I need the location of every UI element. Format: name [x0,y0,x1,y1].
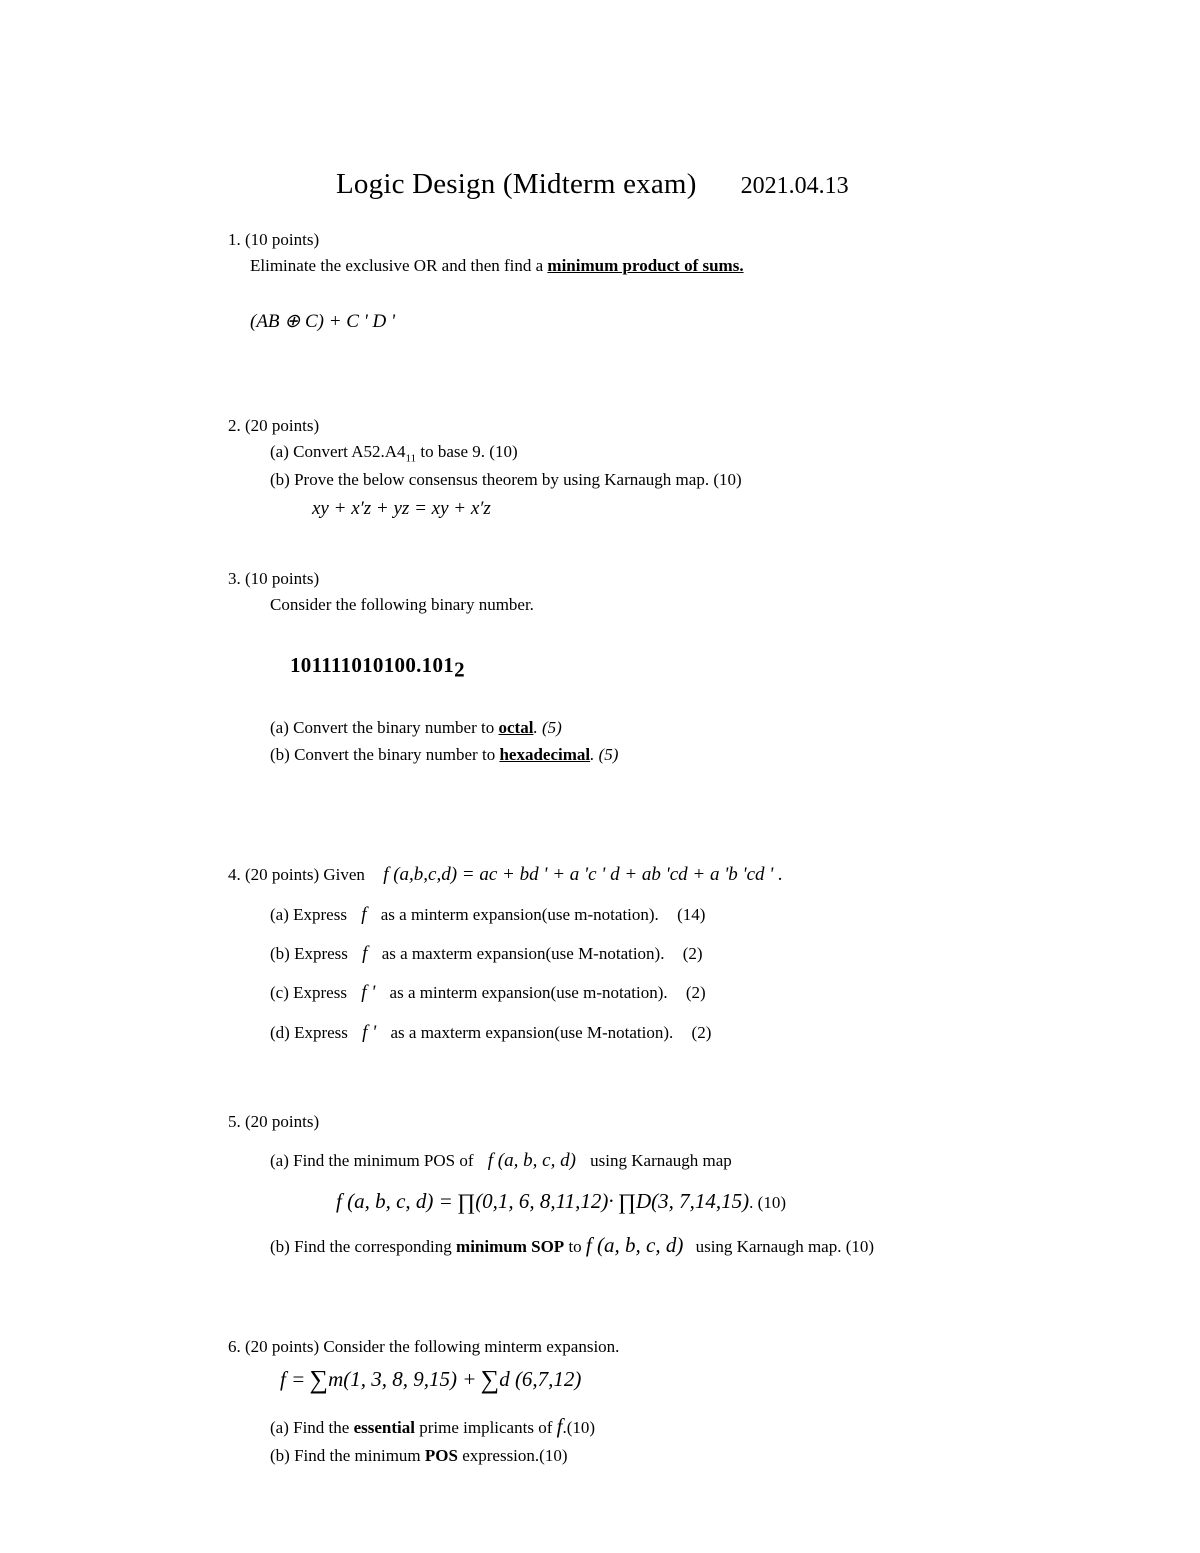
question-1-number: 1. (10 points) [228,230,320,249]
question-5-part-a [270,1146,1018,1175]
question-3-part-a-post: . (5) [533,718,562,738]
question-6-part-a-pre: (a) Find the [270,1418,354,1438]
question-5-part-b-mid: to [564,1237,586,1257]
question-6-expression-m: m(1, 3, 8, 9,15) + [328,1367,477,1392]
question-4-part-c [270,978,1018,1007]
question-2-part-a-subscript: 11 [405,452,417,465]
question-5-expression-rhs: (0,1, 6, 8,11,12)· [475,1189,614,1214]
question-6-expression [280,1360,1018,1400]
question-6-part-a-function: f [556,1414,563,1439]
exam-date: 2021.04.13 [740,173,849,199]
question-3-part-b [270,742,1018,768]
binary-base: 2 [454,656,465,681]
question-3-binary-number [290,649,1018,686]
question-4-part-c-points: (2) [685,983,706,1003]
question-3-prompt: Consider the following binary number. [270,595,534,615]
question-5-expression-lhs: f (a, b, c, d) = [336,1189,453,1214]
question-4-part-a-label: (a) Express [270,904,347,924]
question-6-part-a-mid: prime implicants of [414,1418,557,1438]
product-symbol-2: ∏ [617,1189,636,1215]
question-3-part-a-emphasis: octal [498,718,534,738]
question-6-expression-lhs: f = [280,1367,306,1392]
question-2-part-b: (b) Prove the below consensus theorem by using Karnaugh map. (10) [270,470,742,490]
question-6-part-a-post: .(10) [562,1418,596,1438]
question-1-prompt [250,253,1018,279]
question-3-part-b-emphasis: hexadecimal [499,744,591,764]
question-4 [228,860,1018,1047]
question-5-part-b-function: f (a, b, c, d) [585,1233,684,1258]
question-6-number: 6. (20 points) Consider the following minterm expansion. [228,1336,620,1356]
question-4-part-a [270,900,1018,929]
question-5-part-b-pre: (b) Find the corresponding [270,1237,457,1257]
question-5-part-a-pre: (a) Find the minimum POS of [270,1150,474,1170]
page-title: Logic Design (Midterm exam) [336,168,697,200]
question-5-part-a-function: f (a, b, c, d) [487,1149,576,1171]
question-4-part-b-label: (b) Express [270,944,348,963]
question-1-prompt-text: Eliminate the exclusive OR and then find a [250,256,548,276]
question-4-part-a-points: (14) [677,904,706,924]
question-5-expression-points: . (10) [749,1193,786,1213]
question-4-part-a-function: f [361,903,367,925]
question-3-part-b-pre: (b) Convert the binary number to [270,744,500,764]
question-4-part-a-text: as a minterm expansion(use m-notation). [380,904,659,924]
question-6-part-b-pre: (b) Find the minimum [270,1445,425,1465]
question-3-part-b-post: . (5) [590,744,619,764]
question-2-part-a-tail: to base 9. (10) [416,442,518,462]
question-1-expression: (AB ⊕ C) + C ' D ' [250,310,396,332]
product-symbol-1: ∏ [457,1189,476,1215]
summation-symbol-1: ∑ [309,1365,329,1395]
question-5-expression-rhs2: D(3, 7,14,15) [636,1189,750,1214]
question-5-part-a-post: using Karnaugh map [590,1150,732,1170]
question-6 [228,1334,1018,1470]
question-3-number: 3. (10 points) [228,568,320,588]
question-4-part-c-function: f ' [361,982,376,1004]
question-2-number: 2. (20 points) [228,415,320,435]
question-4-part-c-text: as a minterm expansion(use m-notation). [389,983,668,1003]
question-4-part-b [270,939,1018,968]
question-5-expression [336,1185,1018,1219]
question-4-part-d [270,1018,1018,1047]
question-4-part-d-points: (2) [691,1022,712,1042]
question-4-part-d-text: as a maxterm expansion(use M-notation). [390,1022,674,1042]
question-6-part-b-post: expression.(10) [457,1445,568,1465]
binary-value: 101111010100.101 [290,652,455,677]
question-4-part-b-points: (2) [682,944,703,963]
question-5-part-b-post: using Karnaugh map. (10) [695,1237,875,1257]
question-2-expression: xy + x′z + yz = xy + x′z [312,497,491,519]
question-3-part-a [270,715,1018,741]
question-5-part-b-emphasis: minimum SOP [456,1237,565,1257]
question-6-part-b [270,1443,1018,1469]
question-4-part-d-function: f ' [362,1021,377,1043]
question-2 [228,413,1018,520]
question-1-prompt-emphasis: minimum product of sums. [547,256,744,276]
question-3-part-a-pre: (a) Convert the binary number to [270,718,499,738]
question-2-part-a [270,439,1018,467]
question-4-part-b-text: as a maxterm expansion(use M-notation). [381,944,665,963]
question-2-part-a-text: (a) Convert A52.A4 [270,442,406,462]
question-4-given-expression: f (a,b,c,d) = ac + bd ' + a 'c ' d + ab 'cd + a 'b 'cd ' . [383,864,783,886]
question-6-part-a-emphasis: essential [353,1418,415,1438]
question-4-part-b-function: f [362,943,368,964]
document-body [228,168,1018,1469]
question-5 [228,1109,1018,1261]
question-4-part-d-label: (d) Express [270,1022,348,1042]
question-6-part-b-emphasis: POS [424,1445,458,1465]
question-3 [228,566,1018,768]
question-1 [228,227,1018,333]
question-6-expression-d: d (6,7,12) [499,1367,582,1392]
document-header [336,168,1018,201]
question-5-number: 5. (20 points) [228,1112,320,1132]
question-6-part-a [270,1410,1018,1443]
question-4-part-c-label: (c) Express [270,983,347,1003]
question-5-part-b [270,1229,1018,1262]
summation-symbol-2: ∑ [480,1365,500,1395]
question-4-number [228,860,1018,889]
question-4-number-text: 4. (20 points) Given [228,865,365,885]
